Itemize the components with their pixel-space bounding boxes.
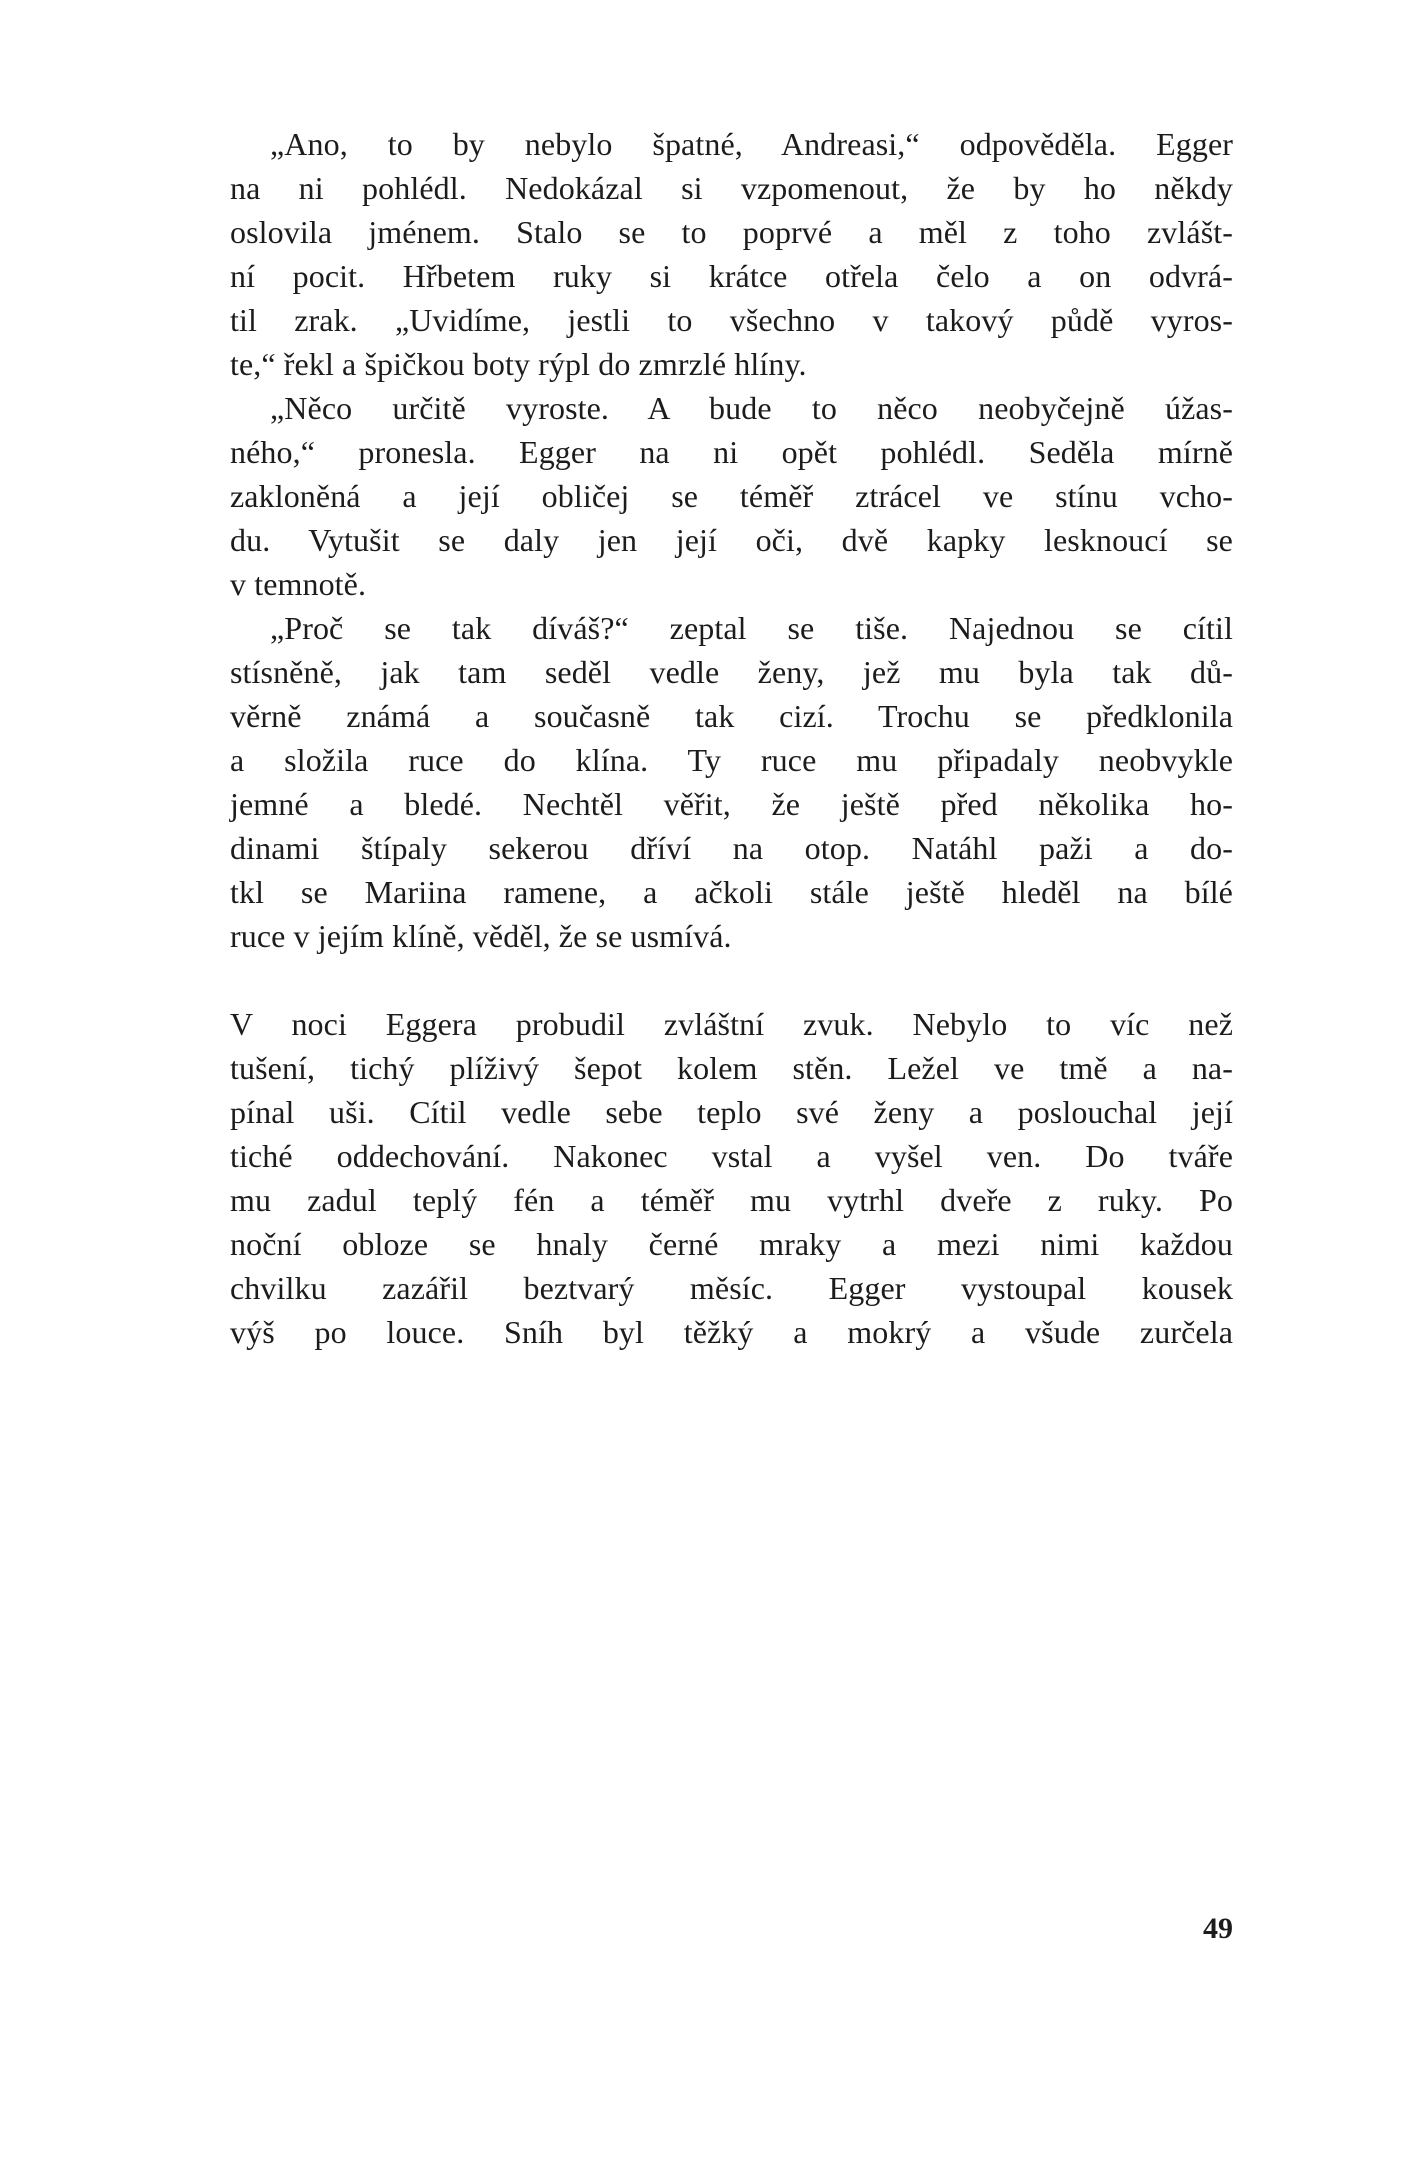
text-line: v temnotě.: [230, 566, 367, 602]
text-line: věrně známá a současně tak cizí. Trochu se předklonila: [230, 698, 1233, 734]
text-line: mu zadul teplý fén a téměř mu vytrhl dveře z ruky. Po: [230, 1182, 1233, 1218]
text-line: a složila ruce do klína. Ty ruce mu připadaly neobvykle: [230, 742, 1233, 778]
text-line: „Ano, to by nebylo špatné, Andreasi,“ odpověděla. Egger: [270, 126, 1233, 162]
text-line: til zrak. „Uvidíme, jestli to všechno v takový půdě vyros-: [230, 302, 1233, 338]
text-line: tušení, tichý plíživý šepot kolem stěn. Ležel ve tmě a na-: [230, 1050, 1233, 1086]
text-line: te,“ řekl a špičkou boty rýpl do zmrzlé hlíny.: [230, 346, 807, 382]
paragraph: [230, 1002, 1233, 1354]
text-line: výš po louce. Sníh byl těžký a mokrý a všude zurčela: [230, 1314, 1233, 1350]
text-line: „Něco určitě vyroste. A bude to něco neobyčejně úžas-: [270, 390, 1233, 426]
text-line: oslovila jménem. Stalo se to poprvé a měl z toho zvlášt-: [230, 214, 1233, 250]
text-line: noční obloze se hnaly černé mraky a mezi nimi každou: [230, 1226, 1233, 1262]
text-line: ní pocit. Hřbetem ruky si krátce otřela čelo a on odvrá-: [230, 258, 1233, 294]
text-block: [230, 122, 1233, 1354]
text-line: zakloněná a její obličej se téměř ztrácel ve stínu vcho-: [230, 478, 1233, 514]
text-line: na ni pohlédl. Nedokázal si vzpomenout, že by ho někdy: [230, 170, 1233, 206]
paragraph: [230, 386, 1233, 606]
text-line: V noci Eggera probudil zvláštní zvuk. Nebylo to víc než: [230, 1006, 1233, 1042]
text-line: jemné a bledé. Nechtěl věřit, že ještě před několika ho-: [230, 786, 1233, 822]
text-line: stísněně, jak tam seděl vedle ženy, jež mu byla tak dů-: [230, 654, 1233, 690]
text-line: dinami štípaly sekerou dříví na otop. Natáhl paži a do-: [230, 830, 1233, 866]
paragraph: [230, 122, 1233, 386]
text-line: tkl se Mariina ramene, a ačkoli stále ještě hleděl na bílé: [230, 874, 1233, 910]
text-line: ného,“ pronesla. Egger na ni opět pohlédl. Seděla mírně: [230, 434, 1233, 470]
paragraph: [230, 606, 1233, 958]
page-number: 49: [1203, 1912, 1233, 1945]
text-line: chvilku zazářil beztvarý měsíc. Egger vystoupal kousek: [230, 1270, 1233, 1306]
text-line: pínal uši. Cítil vedle sebe teplo své ženy a poslouchal její: [230, 1094, 1233, 1130]
text-line: ruce v jejím klíně, věděl, že se usmívá.: [230, 918, 732, 954]
text-line: tiché oddechování. Nakonec vstal a vyšel ven. Do tváře: [230, 1138, 1233, 1174]
text-line: „Proč se tak díváš?“ zeptal se tiše. Najednou se cítil: [270, 610, 1233, 646]
text-line: du. Vytušit se daly jen její oči, dvě kapky lesknoucí se: [230, 522, 1233, 558]
